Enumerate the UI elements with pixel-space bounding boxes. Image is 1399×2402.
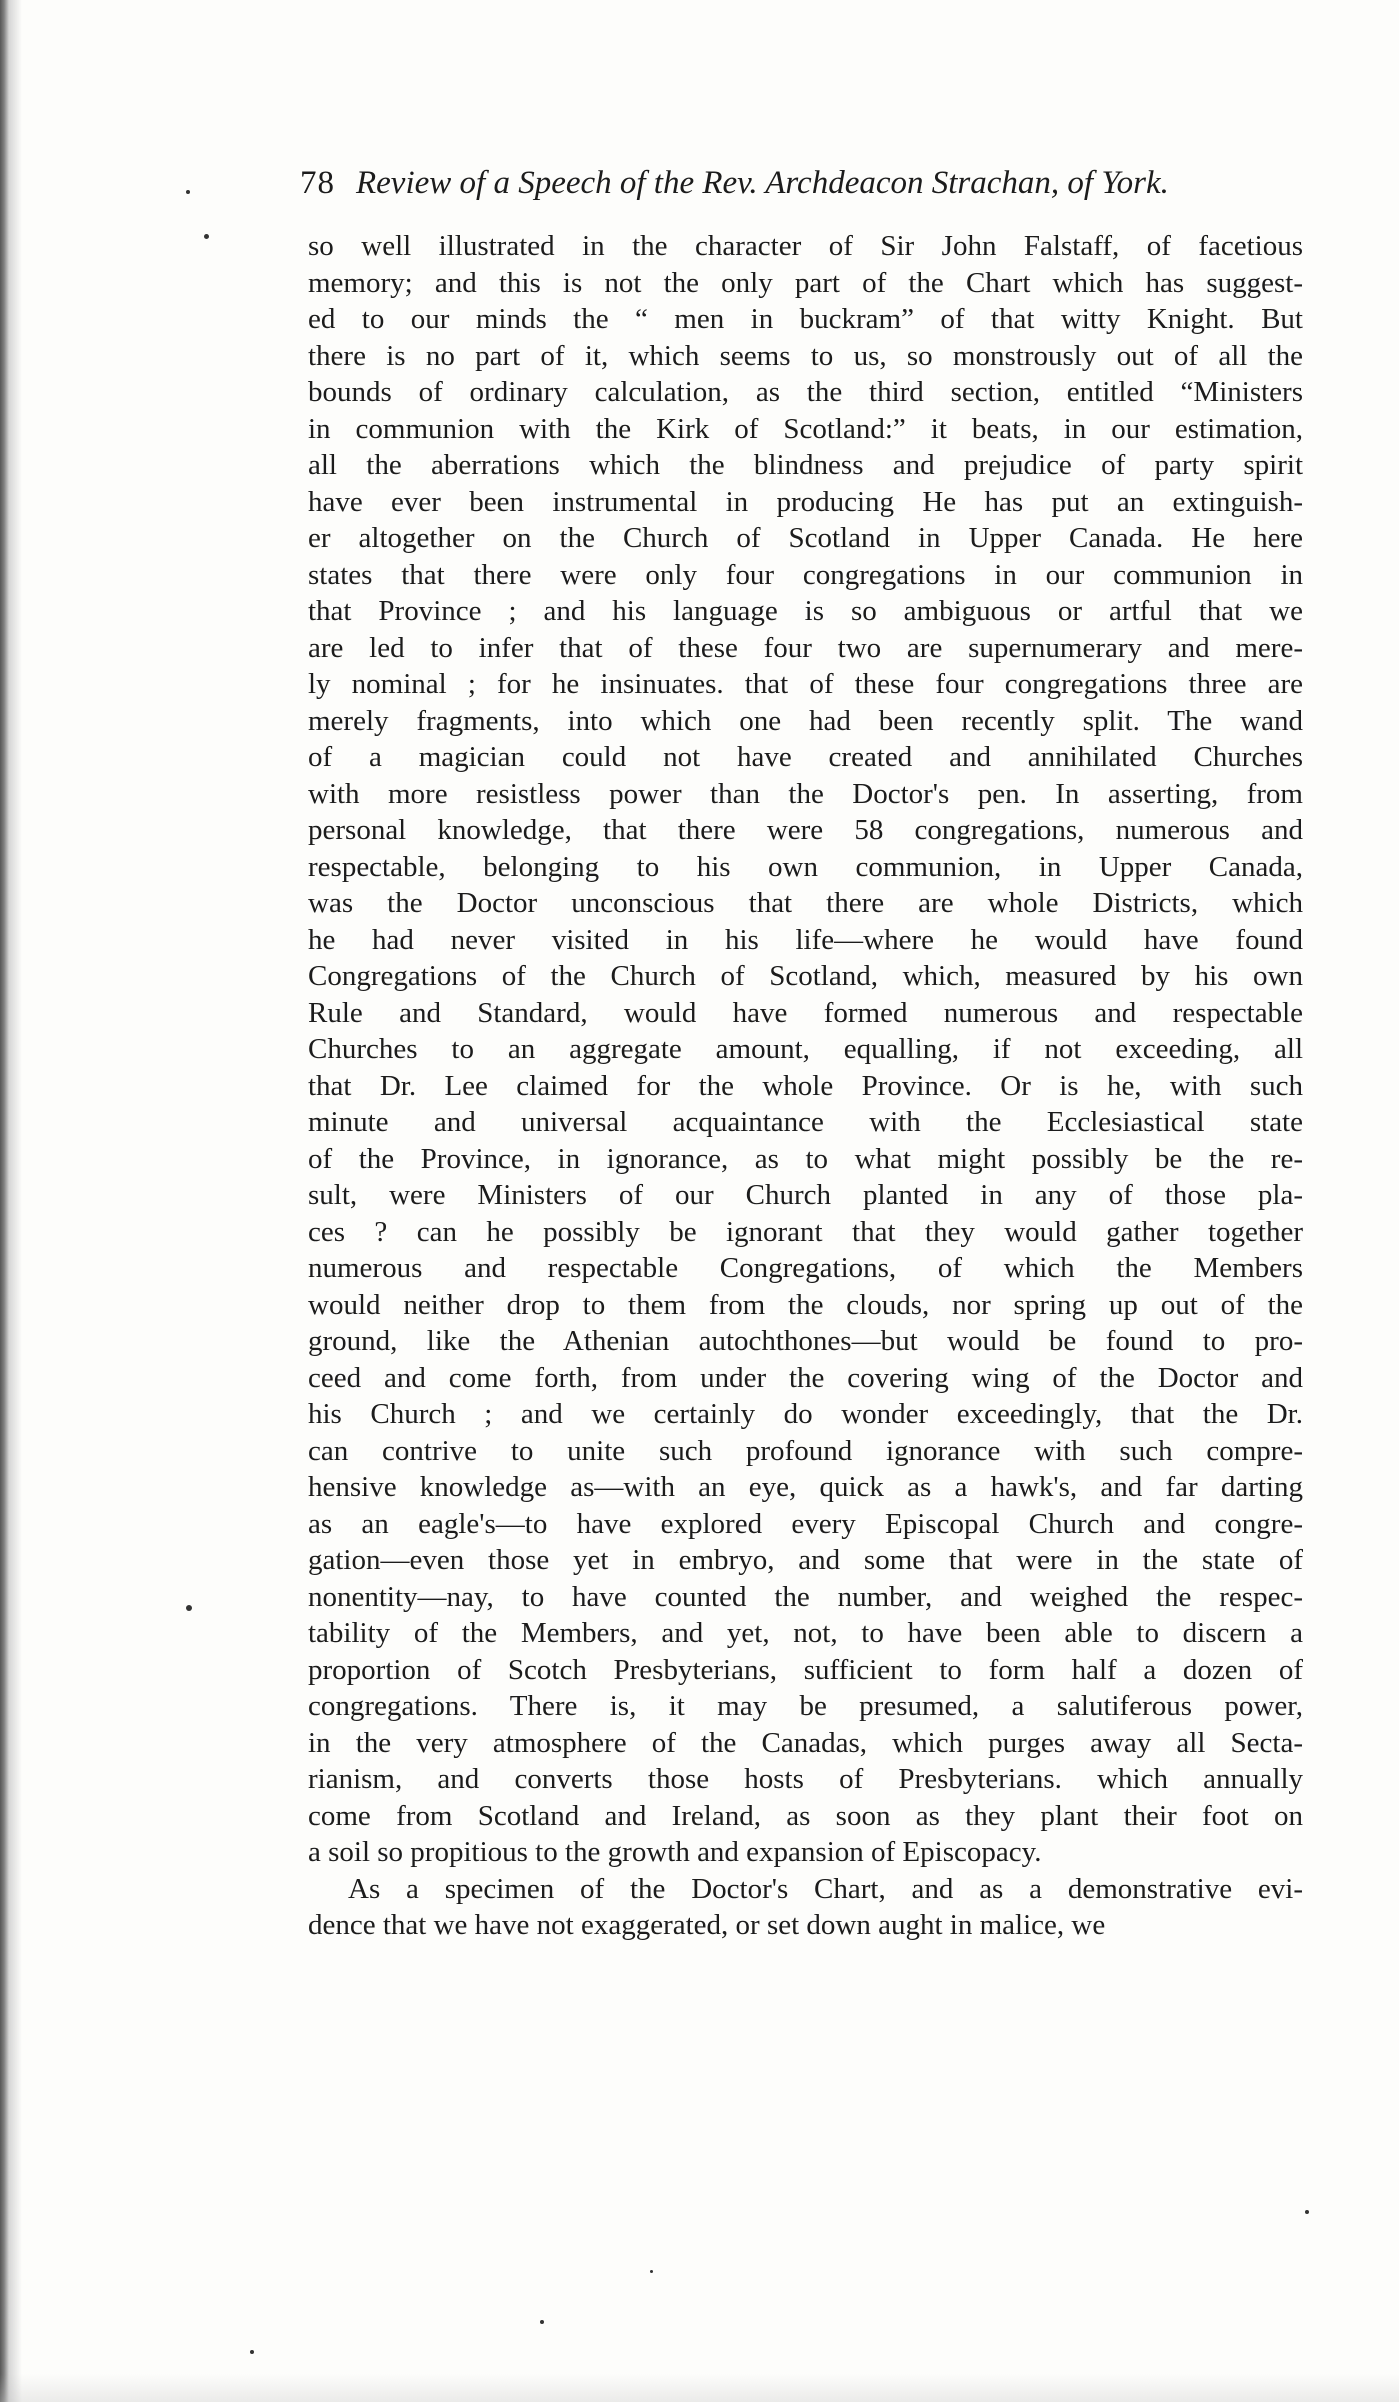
text-line: Churches to an aggregate amount, equalling, if not exceeding, all [308, 1033, 1303, 1065]
text-line: congregations. There is, it may be presumed, a salutiferous power, [308, 1690, 1303, 1722]
text-line: states that there were only four congregations in our communion in [308, 558, 1303, 591]
text-line: there is no part of it, which seems to us, so monstrously out of all the [308, 339, 1303, 372]
scan-speck [650, 2270, 653, 2273]
text-line: bounds of ordinary calculation, as the third section, entitled “Ministers [308, 376, 1303, 408]
text-line: so well illustrated in the character of Sir John Falstaff, of facetious [308, 230, 1303, 262]
scan-speck [1305, 2210, 1309, 2214]
text-line: all the aberrations which the blindness and prejudice of party spirit [308, 449, 1303, 481]
text-line: proportion of Scotch Presbyterians, sufficient to form half a dozen of [308, 1653, 1303, 1686]
scan-speck [186, 190, 190, 194]
text-line: Rule and Standard, would have formed numerous and respectable [308, 996, 1303, 1029]
text-line: that Province ; and his language is so ambiguous or artful that we [308, 595, 1303, 627]
text-line: rianism, and converts those hosts of Presbyterians. which annually [308, 1763, 1303, 1795]
page-header [300, 160, 1310, 206]
text-line: dence that we have not exaggerated, or set down aught in malice, we [308, 1909, 1106, 1941]
text-line: gation—even those yet in embryo, and some that were in the state of [308, 1544, 1303, 1576]
page-number: 78 [300, 165, 335, 201]
running-head: Review of a Speech of the Rev. Archdeacon Strachan, of York. [356, 165, 1169, 201]
scan-speck [186, 1605, 192, 1611]
scan-speck [250, 2350, 254, 2354]
text-line: ground, like the Athenian autochthones—but would be found to pro- [308, 1325, 1303, 1357]
text-line: sult, were Ministers of our Church planted in any of those pla- [308, 1179, 1303, 1211]
body-text [308, 228, 1303, 1944]
scan-bottom-edge [0, 2374, 1399, 2402]
text-line: Congregations of the Church of Scotland, which, measured by his own [308, 960, 1303, 992]
text-line: come from Scotland and Ireland, as soon as they plant their foot on [308, 1799, 1303, 1832]
text-line: was the Doctor unconscious that there are whole Districts, which [308, 887, 1303, 919]
text-line: ces ? can he possibly be ignorant that they would gather together [308, 1215, 1303, 1248]
scan-speck [540, 2320, 544, 2324]
text-line: in communion with the Kirk of Scotland:” it beats, in our estimation, [308, 412, 1303, 445]
scan-speck [204, 234, 209, 239]
text-line: As a specimen of the Doctor's Chart, and as a demonstrative evi- [348, 1872, 1303, 1905]
text-line: are led to infer that of these four two are supernumerary and mere- [308, 631, 1303, 664]
text-line: of the Province, in ignorance, as to what might possibly be the re- [308, 1142, 1303, 1175]
text-line: have ever been instrumental in producing He has put an extinguish- [308, 485, 1303, 518]
text-line: that Dr. Lee claimed for the whole Province. Or is he, with such [308, 1069, 1303, 1102]
text-line: of a magician could not have created and annihilated Churches [308, 741, 1303, 773]
text-line: memory; and this is not the only part of the Chart which has suggest- [308, 266, 1303, 299]
text-line: hensive knowledge as—with an eye, quick as a hawk's, and far darting [308, 1471, 1303, 1503]
text-line: his Church ; and we certainly do wonder exceedingly, that the Dr. [308, 1398, 1303, 1430]
text-line: ly nominal ; for he insinuates. that of these four congregations three are [308, 668, 1303, 700]
text-line: in the very atmosphere of the Canadas, which purges away all Secta- [308, 1726, 1303, 1759]
text-line: er altogether on the Church of Scotland in Upper Canada. He here [308, 522, 1303, 554]
text-line: numerous and respectable Congregations, of which the Members [308, 1252, 1303, 1284]
text-line: minute and universal acquaintance with the Ecclesiastical state [308, 1106, 1303, 1138]
text-line: merely fragments, into which one had been recently split. The wand [308, 704, 1303, 737]
text-line: ceed and come forth, from under the covering wing of the Doctor and [308, 1361, 1303, 1394]
scanned-binding-edge [0, 0, 30, 2402]
text-line: nonentity—nay, to have counted the number, and weighed the respec- [308, 1580, 1303, 1613]
text-line: as an eagle's—to have explored every Episcopal Church and congre- [308, 1507, 1303, 1540]
text-line: can contrive to unite such profound ignorance with such compre- [308, 1434, 1303, 1467]
text-line: he had never visited in his life—where he would have found [308, 923, 1303, 956]
text-line: would neither drop to them from the clouds, nor spring up out of the [308, 1288, 1303, 1321]
text-line: respectable, belonging to his own communion, in Upper Canada, [308, 850, 1303, 883]
text-line: personal knowledge, that there were 58 congregations, numerous and [308, 814, 1303, 846]
text-line: ed to our minds the “ men in buckram” of that witty Knight. But [308, 303, 1303, 335]
text-line: tability of the Members, and yet, not, to have been able to discern a [308, 1617, 1303, 1649]
text-line: a soil so propitious to the growth and expansion of Episcopacy. [308, 1836, 1042, 1868]
text-line: with more resistless power than the Doctor's pen. In asserting, from [308, 777, 1303, 810]
